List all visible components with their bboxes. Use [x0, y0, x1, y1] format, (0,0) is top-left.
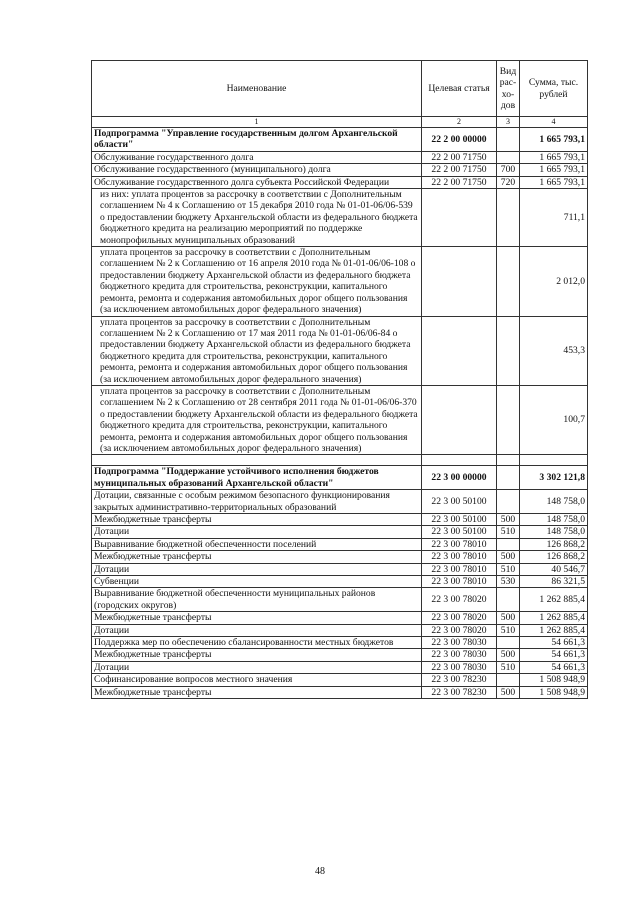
row-name: Подпрограмма "Управление государственным долгом Архангельской области" — [92, 128, 422, 152]
table-row — [92, 612, 588, 624]
row-kind — [497, 466, 520, 490]
table-row — [92, 674, 588, 686]
row-kind — [497, 151, 520, 163]
row-sum: 148 758,0 — [520, 490, 588, 514]
row-name: Обслуживание государственного (муниципального) долга — [92, 164, 422, 176]
row-code: 22 3 00 78010 — [422, 551, 497, 563]
table-row — [92, 455, 588, 466]
row-sum: 54 661,3 — [520, 661, 588, 673]
row-code: 22 3 00 50100 — [422, 514, 497, 526]
row-sum: 1 508 948,9 — [520, 674, 588, 686]
table-row — [92, 128, 588, 152]
row-code: 22 3 00 78010 — [422, 576, 497, 588]
row-kind — [497, 588, 520, 612]
row-code: 22 3 00 50100 — [422, 526, 497, 538]
row-code: 22 3 00 78010 — [422, 563, 497, 575]
column-number: 3 — [497, 117, 520, 128]
row-name: Выравнивание бюджетной обеспеченности поселений — [92, 538, 422, 550]
row-sum: 126 868,2 — [520, 538, 588, 550]
row-kind: 500 — [497, 686, 520, 698]
row-sum: 1 665 793,1 — [520, 176, 588, 188]
row-name: Межбюджетные трансферты — [92, 686, 422, 698]
table-row — [92, 576, 588, 588]
row-sum: 1 665 793,1 — [520, 128, 588, 152]
row-sum: 2 012,0 — [520, 247, 588, 316]
row-kind — [497, 455, 520, 466]
row-kind — [497, 316, 520, 385]
column-numbers-row — [92, 117, 588, 128]
row-sum: 1 262 885,4 — [520, 588, 588, 612]
row-code — [422, 455, 497, 466]
row-code: 22 3 00 50100 — [422, 490, 497, 514]
table-row — [92, 176, 588, 188]
row-kind: 500 — [497, 551, 520, 563]
row-code: 22 3 00 78030 — [422, 637, 497, 649]
row-code: 22 3 00 78230 — [422, 674, 497, 686]
header-code: Целевая статья — [422, 61, 497, 117]
row-kind: 700 — [497, 164, 520, 176]
row-sum: 100,7 — [520, 385, 588, 454]
row-name: из них: уплата процентов за рассрочку в соответствии с Дополнительным соглашением № 4 к Соглашению от 15 декабря 2010 года № 01-01-06/06-539 о предоставлении бюджету Архангельской области из федерального бюджета бюджетного кредита на реализацию мероприятий по поддержке монопрофильных муниципальных образований — [92, 189, 422, 247]
row-code — [422, 189, 497, 247]
row-kind — [497, 128, 520, 152]
row-name: Дотации, связанные с особым режимом безопасного функционирования закрытых административно-территориальных образований — [92, 490, 422, 514]
row-sum: 453,3 — [520, 316, 588, 385]
row-sum: 1 665 793,1 — [520, 164, 588, 176]
row-code: 22 2 00 71750 — [422, 164, 497, 176]
row-name: уплата процентов за рассрочку в соответствии с Дополнительным соглашением № 2 к Соглашению от 16 апреля 2010 года № 01-01-06/06-108 о предоставлении бюджету Архангельской области из федерального бюджета бюджетного кредита для строительства, реконструкции, капитального ремонта, ремонта и содержания автомобильных дорог общего пользования (за исключением автомобильных дорог федерального значения) — [92, 247, 422, 316]
row-name: Дотации — [92, 661, 422, 673]
row-kind: 510 — [497, 624, 520, 636]
row-kind — [497, 538, 520, 550]
table-row — [92, 247, 588, 316]
table-row — [92, 490, 588, 514]
row-kind: 510 — [497, 661, 520, 673]
row-code — [422, 247, 497, 316]
row-code: 22 2 00 71750 — [422, 151, 497, 163]
row-name: Подпрограмма "Поддержание устойчивого исполнения бюджетов муниципальных образований Архангельской области" — [92, 466, 422, 490]
row-sum: 148 758,0 — [520, 514, 588, 526]
row-kind: 500 — [497, 612, 520, 624]
row-name: Выравнивание бюджетной обеспеченности муниципальных районов (городских округов) — [92, 588, 422, 612]
row-code — [422, 385, 497, 454]
budget-table — [91, 60, 588, 699]
row-sum: 54 661,3 — [520, 649, 588, 661]
row-code: 22 3 00 78020 — [422, 588, 497, 612]
table-row — [92, 164, 588, 176]
row-sum: 54 661,3 — [520, 637, 588, 649]
row-kind — [497, 674, 520, 686]
table-row — [92, 588, 588, 612]
row-kind — [497, 490, 520, 514]
row-name: Дотации — [92, 563, 422, 575]
table-row — [92, 551, 588, 563]
column-number: 1 — [92, 117, 422, 128]
row-sum: 1 508 948,9 — [520, 686, 588, 698]
table-row — [92, 466, 588, 490]
row-name: Дотации — [92, 624, 422, 636]
row-name: уплата процентов за рассрочку в соответствии с Дополнительным соглашением № 2 к Соглашению от 17 мая 2011 года № 01-01-06/06-84 о предоставлении бюджету Архангельской области из федерального бюджета бюджетного кредита для строительства, реконструкции, капитального ремонта, ремонта и содержания автомобильных дорог общего пользования (за исключением автомобильных дорог федерального значения) — [92, 316, 422, 385]
table-header-row — [92, 61, 588, 117]
row-kind: 500 — [497, 649, 520, 661]
row-kind — [497, 247, 520, 316]
row-name: Софинансирование вопросов местного значения — [92, 674, 422, 686]
row-code: 22 2 00 00000 — [422, 128, 497, 152]
row-code: 22 3 00 78030 — [422, 661, 497, 673]
table-row — [92, 563, 588, 575]
row-sum: 1 262 885,4 — [520, 624, 588, 636]
row-sum: 711,1 — [520, 189, 588, 247]
row-code: 22 2 00 71750 — [422, 176, 497, 188]
row-name: Субвенции — [92, 576, 422, 588]
row-sum: 40 546,7 — [520, 563, 588, 575]
row-sum: 3 302 121,8 — [520, 466, 588, 490]
row-name: уплата процентов за рассрочку в соответствии с Дополнительным соглашением № 2 к Соглашению от 28 сентября 2011 года № 01-01-06/06-370 о предоставлении бюджету Архангельской области из федерального бюджета бюджетного кредита для строительства, реконструкции, капитального ремонта, ремонта и содержания автомобильных дорог общего пользования (за исключением автомобильных дорог федерального значения) — [92, 385, 422, 454]
row-sum: 86 321,5 — [520, 576, 588, 588]
row-name: Межбюджетные трансферты — [92, 612, 422, 624]
table-row — [92, 385, 588, 454]
table-row — [92, 514, 588, 526]
row-code: 22 3 00 78230 — [422, 686, 497, 698]
row-sum: 148 758,0 — [520, 526, 588, 538]
table-body — [92, 61, 588, 699]
row-code — [422, 316, 497, 385]
row-name: Межбюджетные трансферты — [92, 514, 422, 526]
row-sum — [520, 455, 588, 466]
row-code: 22 3 00 78020 — [422, 612, 497, 624]
row-name: Дотации — [92, 526, 422, 538]
table-row — [92, 151, 588, 163]
table-row — [92, 538, 588, 550]
table-row — [92, 637, 588, 649]
row-name: Межбюджетные трансферты — [92, 649, 422, 661]
table-row — [92, 526, 588, 538]
row-name: Поддержка мер по обеспечению сбалансированности местных бюджетов — [92, 637, 422, 649]
table-row — [92, 661, 588, 673]
header-name: Наименование — [92, 61, 422, 117]
row-sum: 1 665 793,1 — [520, 151, 588, 163]
row-kind — [497, 637, 520, 649]
row-code: 22 3 00 78020 — [422, 624, 497, 636]
row-name: Межбюджетные трансферты — [92, 551, 422, 563]
page-number: 48 — [315, 866, 325, 877]
table-row — [92, 316, 588, 385]
row-name: Обслуживание государственного долга субъекта Российской Федерации — [92, 176, 422, 188]
header-sum: Сумма, тыс. рублей — [520, 61, 588, 117]
row-kind: 530 — [497, 576, 520, 588]
row-kind — [497, 189, 520, 247]
table-row — [92, 686, 588, 698]
header-kind: Вид рас-хо-дов — [497, 61, 520, 117]
row-kind: 720 — [497, 176, 520, 188]
column-number: 2 — [422, 117, 497, 128]
row-code: 22 3 00 78010 — [422, 538, 497, 550]
row-kind — [497, 385, 520, 454]
row-sum: 1 262 885,4 — [520, 612, 588, 624]
row-name: Обслуживание государственного долга — [92, 151, 422, 163]
row-kind: 510 — [497, 563, 520, 575]
table-row — [92, 189, 588, 247]
table-row — [92, 649, 588, 661]
row-kind: 510 — [497, 526, 520, 538]
table-row — [92, 624, 588, 636]
row-code: 22 3 00 00000 — [422, 466, 497, 490]
row-sum: 126 868,2 — [520, 551, 588, 563]
row-kind: 500 — [497, 514, 520, 526]
row-name — [92, 455, 422, 466]
row-code: 22 3 00 78030 — [422, 649, 497, 661]
column-number: 4 — [520, 117, 588, 128]
